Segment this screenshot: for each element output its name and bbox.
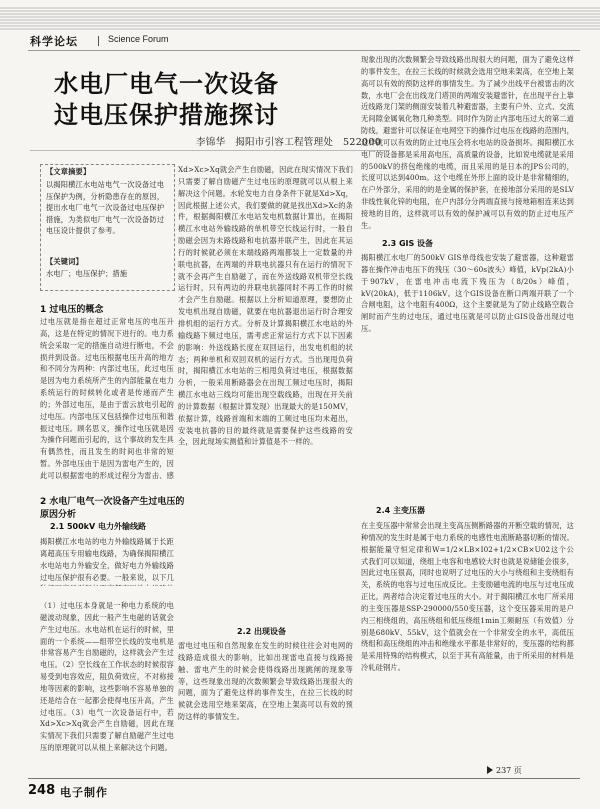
section-heading-2-line2: 原因分析 bbox=[40, 510, 77, 520]
body-paragraph-causes-list: （1）过电压本身就是一种电力系统的电磁波动现象，因此一般产生电磁的话就会产生过电压。水电站机在运行的时候，里面的一个系统——组带空长线的发电机是非常容易产生自励磁的，这样就会产生过电压。（2）空长线在工作状态的时候很容易受到电容效应，阻负荷效应，不对称接地等因素的影响，这些影响不容易单独的还是结合在一起都会使得电压升高，产生过电压。（3）电气一次设备运行中，若Xd>Xc>Xq就会产生自励磁，因此在现实情况下我们只需要了解自励磁产生过电压的原理就可以从根上来解决这个问题。 bbox=[40, 601, 174, 753]
arrow-right-icon bbox=[487, 766, 493, 774]
continued-text: 237 页 bbox=[496, 766, 522, 775]
header-band bbox=[0, 0, 600, 48]
author-byline: 李锦华 揭阳市引容工程管理处 522000 bbox=[196, 137, 382, 148]
article-title-line2: 过电压保护措施探讨 bbox=[54, 101, 279, 129]
keywords-label: 【关键词】 bbox=[46, 257, 83, 266]
article-title-line1: 水电厂电气一次设备 bbox=[54, 70, 279, 98]
subsection-heading-2-3: 2.3 GIS 设备 bbox=[382, 239, 434, 248]
page-number: 248 bbox=[28, 783, 56, 798]
body-paragraph-transformer: 在主变压器中常常会出现主变高压侧断路器的开断空载的情况，这种情况的发生时是属于电力系统的电感性电流断路器切断的情况。根据能量守恒定律和W=1/2×LB×I02+1/2×CB×U02这个公式我们可以知道，绕组上电容和电感较大时也就是说储能会很多，因此过电压很高，同时也说明了过电压的大小与绕组和主变绕组有关，系统的电容与过电压成反比。主变励磁电流的电压与过电压成正比，两者结合决定着过电压的大小。对于揭阳横江水电厂所采用的主变压器是SSP-290000/550变压器，这个变压器采用的是户内三相绕组的，高压绕组和低压绕组1min工频耐压（有效值）分别是680kV、55kV，这个值就会在一个非常安全的水平，高低压绕组和高压绕组的冲击和绝缘水平都是非常好的，变压器的结构都是采用特殊的结构模式，以至于其有高能量，由于所采用的材料是冷轧硅钢片。 bbox=[361, 521, 574, 673]
abstract-label: 【文章摘要】 bbox=[46, 167, 91, 176]
body-column-2: Xd>Xc>Xq就会产生自励磁，因此在现实情况下我们只需要了解自励磁产生过电压的原理就可以从根上来解决这个问题。水轮发电力自身条件下就是Xd>Xq，因此根据上述公式，我们要做的就是找出Xd>Xc的条件，根据揭阳横江水电站发电机数据计算出，在揭阳横江水电站外输线路的单机带空长线运行时，一般自励磁会因为未路线路和电抗器并联产生，因此在其运行的时候就必须在末端线路两端都装上一定数量的并联电抗器，在两端的并联电抗器只有在运行的情况下就不会再产生自励磁了，而在外送线路双机带空长线运行时，只有两边的并联电抗器同时不再工作的时候才会产生自励磁。根据以上分析知道原理，要想防止发电机出现自励磁，就要在电抗器退出运行时合理安排机组的运行方式。分析及计算揭阳横江水电站的外输线路下频过电压，需考虑正常运行方式下以下因素的影响：外送线路长度在双回运行，出发电机组的状态；两种单机和双回双机的运行方式。当出现甩负荷时，揭阳横江水电站的三相甩负荷过电压，根据数据分析，一般采用断路器会在出现工频过电压时，揭阳横江水电站三线均可能出现空载线路，出现在开关前的计算数据（根据计算发现）出现最大的是150MV，依据计算，线路首端和末端的工频过电压均未超出，安装电抗器的目的最终就是需要保护这些线路的安全，因此现场实测值和计算值是不一样的。 bbox=[178, 165, 353, 447]
body-paragraph-outgoing-equipment: 雷电过电压和自然现象在发生的时候往往会对电网的线路造成很大的影响，比如出现雷电直接与线路接触、雷电产生的时候会使得线路出现跳闸的现象等等，这些现象出现的次数频繁会导致线路出现很大的问题，面为了避免这样的事件发生，在拉三长线的时候就会选用空地来架高，在空地上架高可以有效的预防这样的事情发生。 bbox=[178, 641, 353, 722]
keywords-text: 水电厂；电压保护；措施 bbox=[46, 269, 128, 278]
body-paragraph-overvoltage-concept: 过电压就是指在超过正常电压的电压升高，这是在特定的情况下进行的。电力系统会采取一定的措施自动进行断电，不会损并到设备。过电压根据电压升高的地方和不同分为两种：内部过电压，此过电压是因为电力系统所产生的内部能量在电力系统运行的时候转化或者是传递而产生的；外部过电压，是由于雷云放电引起的过电压。内部电压又包括操作过电压和谐振过电压。顾名思义，操作过电压就是因为操作问题而引起的，这个事故的发生具有偶然性，而且发生的时间也非常的短暂。外部电压由于是因为雷电产生的，因此可以根据雷电的形成过程分为雷击、感 bbox=[40, 317, 174, 480]
section-heading-2-line1: 2 水电厂电气一次设备产生过电压的 bbox=[40, 497, 185, 507]
section-heading-1: 1 过电压的概念 bbox=[40, 305, 104, 315]
body-paragraph-gis: 揭阳横江水电厂的500kV GIS单母线也安装了避雷器，这种避雷器在操作冲击电压下的残压（30～60s波头）峰值，kVp(2kA)小于907kV，在雷电冲击电流下残压为（8/20s）峰值，kV(20kA)，低于1106kV。这个GIS设备在断口两端开联了一个合闸电阻，这个电阻有400Ω，这个主要就是为了防止线路空载合闸时而产生的过电压，通过电压就是可以防止GIS设备出现过电压。 bbox=[361, 253, 574, 334]
subsection-heading-2-1: 2.1 500kV 电力外输线路 bbox=[50, 522, 146, 531]
body-paragraph-transmission-line: 揭阳横江水电站的电力外输线路属于长距离超高压专用输电线路，为确保揭阳横江水电站电力外输安全，做好电力外输线路过电压保护很有必要。一般来说，以下几 bbox=[40, 537, 174, 582]
section-category-en: Science Forum bbox=[108, 34, 169, 44]
subsection-heading-2-4: 2.4 主变压器 bbox=[376, 506, 425, 515]
abstract-text: 以揭阳横江水电站电气一次设备过电压保护为例，分析隐患存在的原因，提出水电厂电气一次设备过电压保护措施，为类似电厂电气一次设备防过电压设计提供了参考。 bbox=[46, 180, 165, 236]
continued-on-page bbox=[487, 765, 522, 776]
subsection-heading-2-2: 2.2 出现设备 bbox=[237, 627, 286, 636]
header-stripes bbox=[0, 0, 600, 48]
body-column-3-top: 现象出现的次数频繁会导致线路出现很大的问题，面为了避免这样的事件发生，在拉三长线的时候就会选用空地来架高，在空地上架高可以有效的预防这样的事情发生。为了减少出线平台被雷击的次数，水电厂会在出线龙门塔顶的两端安装避雷针，在出现平台上靠近线路龙门架的侧面安装着几种避雷器，主要有户外、立式、交流无间隙金属氧化物几种类型。同时作为防止内部电压过大的第二道防线，避雷针可以保证在电网空下的操作过电压在线路的范围内，这样就可以有效的防止过电压会将水电站的设备损坏。揭阳横江水电厂的设备都是采用高电压，高质量的设备，比如说电缆就是采用的500kV的挤包绝缘的电缆，而且采用的是日本的JPS公司的，长度可以达到400m。这个电缆在外形上面的设计是非常精细的，在户外部分，采用的的是金属的保护套，在接地部分采用的是SLV非线性氧化锌的电阻，在户内部分分两端直接与接地箱相连来达到接地的目的，这样就可以有效的保护减可以有效的防止过电压产生。 bbox=[361, 55, 574, 230]
section-category: 科学论坛 bbox=[30, 35, 78, 48]
header-divider bbox=[98, 36, 99, 46]
footer-rule bbox=[28, 778, 580, 779]
header-rule bbox=[28, 50, 580, 51]
byline-rule bbox=[30, 150, 390, 151]
journal-name: 电子制作 bbox=[60, 786, 108, 799]
